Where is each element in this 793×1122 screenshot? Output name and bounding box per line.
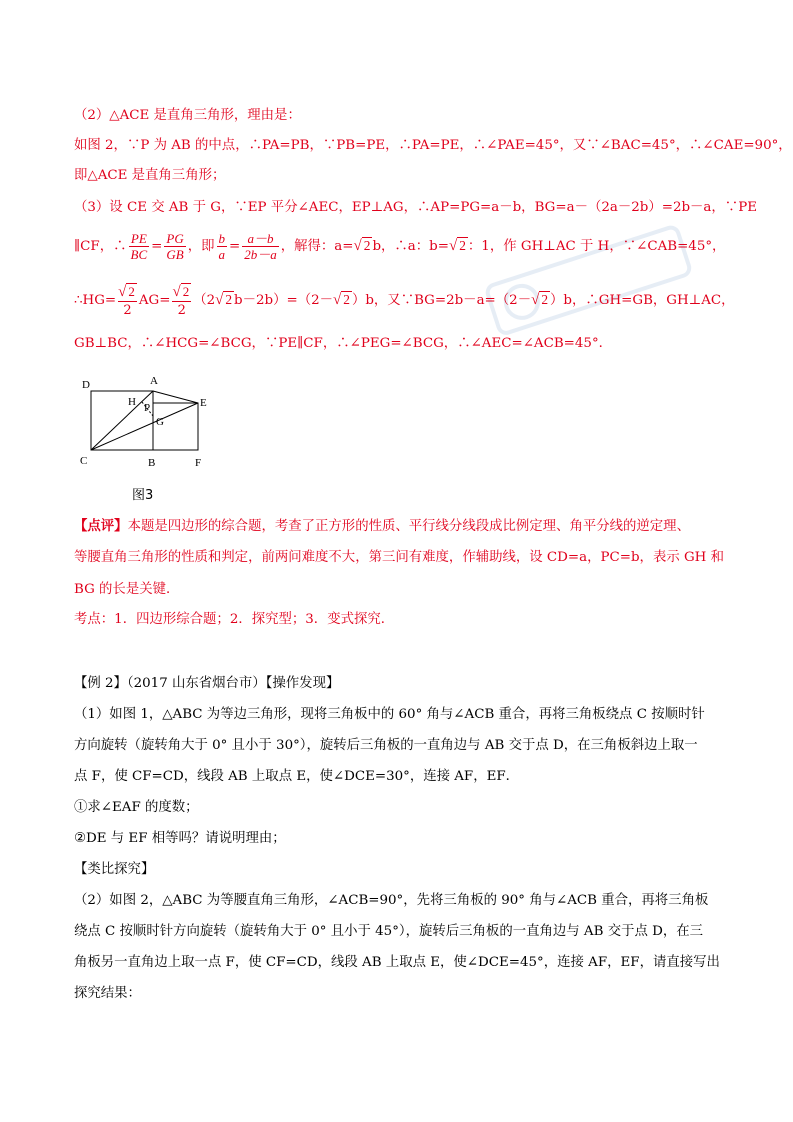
key-points: 考点：1．四边形综合题；2．探究型；3．变式探究． <box>74 612 395 627</box>
answer-part3-line2: ∥CF，∴ $\frac{PE}{BC}$ = $\frac{PG}{GB}$ ，即 $\frac{b}{a}$ = $\frac{a-b}{2b-a}$ ，解得：a=√ 2 b，∴a：b=√ 2 ：1，作 GH⊥AC 于 H，∵∠CAB=45°， <box>74 226 734 266</box>
label-g: G <box>156 416 164 428</box>
example-part2-line3: 角板另一直角边上取一点 F，使 CF=CD，线段 AB 上取点 E，使∠DCE=45°，连接 AF，EF，请直接写出 <box>74 955 720 970</box>
sqrt-2: √ 2 <box>531 292 549 308</box>
answer-part3-line4: GB⊥BC，∴∠HCG=∠BCG，∵PE∥CF，∴∠PEG=∠BCG，∴∠AEC=∠ACB=45°． <box>74 336 613 351</box>
diagonal-ca <box>91 391 153 450</box>
comment-line2: 等腰直角三角形的性质和判定，前两问难度不大，第三问有难度，作辅助线，设 CD=a，PC=b，表示 GH 和 <box>74 550 724 565</box>
example-part1-line1: （1）如图 1，△ABC 为等边三角形，现将三角板中的 60° 角与∠ACB 重合，再将三角板绕点 C 按顺时针 <box>74 707 705 722</box>
text-fragment: ，解得：a= <box>280 239 354 254</box>
comment-line3: BG 的长是关键． <box>74 582 180 597</box>
numerator: PG <box>166 231 184 246</box>
numerator: b <box>218 231 225 246</box>
radicand: 2 <box>182 283 190 299</box>
answer-part3-line3 <box>74 278 734 322</box>
label-d: D <box>82 379 90 391</box>
geometry-figure-3 <box>78 372 213 472</box>
fraction-pe-bc <box>129 231 150 262</box>
radicand: 2 <box>128 283 135 299</box>
fraction-sqrt2-over-2 <box>118 283 137 319</box>
text-fragment: ：1，作 GH⊥AC 于 H，∵∠CAB=45°， <box>467 239 726 254</box>
text-fragment: （2 <box>193 293 216 308</box>
label-e: E <box>200 397 207 409</box>
radicand: 2 <box>459 238 466 253</box>
example-question1: ①求∠EAF 的度数； <box>74 800 199 815</box>
radicand: 2 <box>541 292 549 307</box>
label-c: C <box>80 455 88 467</box>
comment-tag: 【点评】 <box>74 518 128 534</box>
text-fragment: ，即 <box>187 239 215 254</box>
example-part1-line2: 方向旋转（旋转角大于 0° 且小于 30°），旋转后三角板的一直角边与 AB 交于点 D，在三角板斜边上取一 <box>74 738 698 753</box>
radicand: 2 <box>363 238 371 253</box>
text-fragment: ）b，又∵BG=2b－a=（2－ <box>351 293 532 308</box>
segment-ae <box>153 391 198 403</box>
radicand: 2 <box>225 292 233 307</box>
label-f: F <box>195 457 202 469</box>
sqrt-2: √ 2 <box>172 283 190 300</box>
label-b: B <box>148 457 156 469</box>
sqrt-2: √ 2 <box>118 283 135 300</box>
answer-part3-line1: （3）设 CE 交 AB 于 G，∵EP 平分∠AEC，EP⊥AG，∴AP=PG=a－b，BG=a－（2a－2b）=2b－a，∵PE <box>74 200 757 215</box>
answer-part2-line1: 如图 2，∵P 为 AB 的中点，∴PA=PB，∵PB=PE，∴PA=PE，∴∠PAE=45°，又∵∠BAC=45°，∴∠CAE=90°， <box>74 138 792 153</box>
figure-caption: 图3 <box>132 488 154 503</box>
text-fragment: AG= <box>138 293 171 308</box>
example-question2: ②DE 与 EF 相等吗？请说明理由； <box>74 831 286 846</box>
denominator: a <box>218 247 225 262</box>
comment-line1 <box>74 516 734 537</box>
text-fragment: b－2b）=（2－ <box>234 293 334 308</box>
answer-part2-line2: 即△ACE 是直角三角形； <box>74 168 226 183</box>
example-title: 【例 2】（2017 山东省烟台市）【操作发现】 <box>74 676 340 691</box>
radicand: 2 <box>343 292 350 307</box>
fraction-amb-2bma <box>242 231 279 262</box>
fraction-sqrt2-over-2 <box>172 283 191 319</box>
fraction-b-a <box>217 231 228 262</box>
text-fragment: b，∴a：b= <box>372 239 449 254</box>
example-part2-line4: 探究结果： <box>74 986 141 1001</box>
text-fragment: ）b，∴GH=GB，GH⊥AC， <box>550 293 735 308</box>
example-subheading: 【类比探究】 <box>74 862 155 877</box>
denominator: GB <box>166 247 184 262</box>
denominator: BC <box>130 247 148 262</box>
denominator: 2b－a <box>244 247 277 262</box>
example-part2-line2: 绕点 C 按顺时针方向旋转（旋转角大于 0° 且小于 45°），旋转后三角板的一直角边与 AB 交于点 D，在三 <box>74 924 704 939</box>
text-fragment: 本题是四边形的综合题，考查了正方形的性质、平行线分线段成比例定理、角平分线的逆定理、 <box>127 519 690 534</box>
example-part2-line1: （2）如图 2，△ABC 为等腰直角三角形，∠ACB=90°，先将三角板的 90° 角与∠ACB 重合，再将三角板 <box>74 893 709 908</box>
sqrt-2: √ 2 <box>215 292 233 308</box>
numerator: PE <box>129 231 150 247</box>
fraction-pg-gb <box>164 231 185 262</box>
label-a: A <box>150 375 158 387</box>
denominator: 2 <box>123 302 132 318</box>
answer-part2-heading: （2）△ACE 是直角三角形，理由是： <box>74 108 301 123</box>
label-p: P <box>144 402 151 414</box>
text-fragment: ∥CF，∴ <box>74 239 127 254</box>
label-h: H <box>128 396 136 408</box>
example-part1-line3: 点 F，使 CF=CD，线段 AB 上取点 E，使∠DCE=30°，连接 AF，EF． <box>74 769 520 784</box>
text-fragment: ∴HG= <box>74 293 117 308</box>
sqrt-2: √ 2 <box>448 238 466 254</box>
denominator: 2 <box>177 302 186 318</box>
numerator: a－b <box>242 231 279 247</box>
sqrt-2: √ 2 <box>333 292 350 308</box>
sqrt-2: √ 2 <box>353 238 371 254</box>
